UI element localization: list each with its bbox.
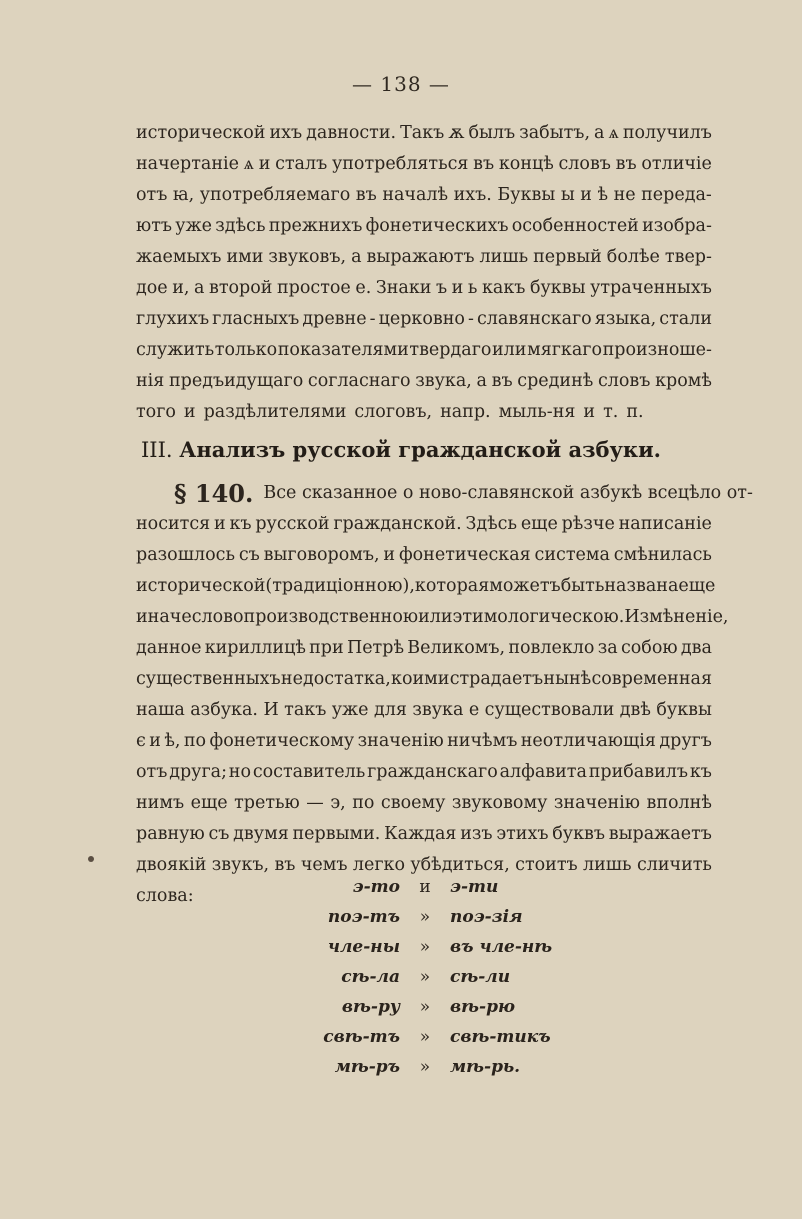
example-word-right: въ чле-нѣ (450, 937, 553, 957)
section-heading (0, 437, 802, 462)
paragraph-2-line: є и ѣ, по фонетическому значенію ничѣмъ неотличающія другъ (136, 731, 712, 751)
section-heading-title: Анализъ русской гражданской азбуки. (179, 437, 661, 462)
paragraph-2-line: иначе словопроизводственною или этимологическою. Измѣненіе, (136, 607, 729, 627)
paragraph-2-line: наша азбука. И такъ уже для звука е существовали двѣ буквы (136, 700, 712, 720)
paragraph-1-line: начертаніе ѧ и сталъ употребляться въ концѣ словъ въ отличіе (136, 154, 712, 174)
example-word-right: сѣ-ли (450, 967, 511, 987)
section-heading-number: III. (141, 438, 173, 462)
example-word-right: вѣ-рю (450, 997, 515, 1017)
paragraph-2-line-0: Все сказанное о ново-славянской азбукѣ всецѣло от- (263, 483, 753, 503)
example-row (300, 872, 560, 902)
example-separator: » (419, 907, 431, 927)
example-separator: » (419, 967, 431, 987)
paragraph-2-line: исторической (традиціонною), которая можетъ быть названа еще (136, 576, 716, 596)
paragraph-2-line: существенныхъ недостатка, коими страдаетъ нынѣ современная (136, 669, 712, 689)
paragraph-2-line: нимъ еще третью — э, по своему звуковому значенію вполнѣ (136, 793, 712, 813)
example-word-right: поэ-зія (450, 907, 523, 927)
paragraph-2-line: двоякій звукъ, въ чемъ легко убѣдиться, стоитъ лишь сличить (136, 855, 712, 875)
paragraph-2-line: равную съ двумя первыми. Каждая изъ этихъ буквъ выражаетъ (136, 824, 712, 844)
paragraph-1-line: отъ ꙗ, употребляемаго въ началѣ ихъ. Буквы ы и ѣ не переда- (136, 185, 712, 205)
example-row (300, 902, 560, 932)
paragraph-1-line: дое и, а второй простое е. Знаки ъ и ь какъ буквы утраченныхъ (136, 278, 712, 298)
paragraph-1-line: жаемыхъ ими звуковъ, а выражаютъ лишь первый болѣе твер- (136, 247, 712, 267)
paragraph-1-line: того и раздѣлителями слоговъ, напр. мыль-ня и т. п. (136, 402, 644, 422)
example-separator: » (419, 997, 431, 1017)
word-examples-table (300, 872, 560, 1082)
example-word-right: мѣ-рь. (450, 1057, 521, 1077)
paragraph-1-line: глухихъ гласныхъ древне - церковно - славянскаго языка, стали (136, 309, 712, 329)
example-word-left: свѣ-тъ (323, 1027, 400, 1047)
example-row (300, 992, 560, 1022)
example-separator: » (419, 937, 431, 957)
section-number: § 140. (174, 479, 254, 508)
example-separator: » (419, 1057, 431, 1077)
paragraph-1-line: исторической ихъ давности. Такъ ѫ былъ забытъ, а ѧ получилъ (136, 123, 712, 143)
example-word-right: свѣ-тикъ (450, 1027, 551, 1047)
paragraph-2-line: разошлось съ выговоромъ, и фонетическая система смѣнилась (136, 545, 712, 565)
example-separator: » (419, 1027, 431, 1047)
example-row (300, 1052, 560, 1082)
paragraph-2-lines (136, 509, 729, 881)
example-word-left: сѣ-ла (341, 967, 400, 987)
margin-ink-dot (88, 856, 94, 862)
example-separator: и (419, 877, 431, 897)
example-word-right: э-ти (450, 877, 499, 897)
example-word-left: поэ-тъ (327, 907, 400, 927)
page-number: — 138 — (352, 72, 450, 96)
paragraph-1-line: служить только показателями твердаго или мягкаго произноше- (136, 340, 712, 360)
paragraph-1 (136, 118, 712, 428)
example-row (300, 932, 560, 962)
paragraph-2-first-line (136, 478, 753, 509)
paragraph-2-line: носится и къ русской гражданской. Здѣсь еще рѣзче написаніе (136, 514, 712, 534)
example-row (300, 1022, 560, 1052)
paragraph-2-last-text: слова: (136, 886, 194, 906)
example-word-left: вѣ-ру (341, 997, 400, 1017)
paragraph-1-line: нія предъидущаго согласнаго звука, а въ срединѣ словъ кромѣ (136, 371, 712, 391)
example-word-left: мѣ-ръ (334, 1057, 400, 1077)
example-row (300, 962, 560, 992)
example-word-left: чле-ны (327, 937, 400, 957)
paragraph-2-line: данное кириллицѣ при Петрѣ Великомъ, повлекло за собою два (136, 638, 712, 658)
paragraph-1-line: ютъ уже здѣсь прежнихъ фонетическихъ особенностей изобра- (136, 216, 712, 236)
example-word-left: э-то (352, 877, 400, 897)
paragraph-2 (136, 478, 753, 912)
paragraph-2-line: отъ друга; но составитель гражданскаго алфавита прибавилъ къ (136, 762, 712, 782)
